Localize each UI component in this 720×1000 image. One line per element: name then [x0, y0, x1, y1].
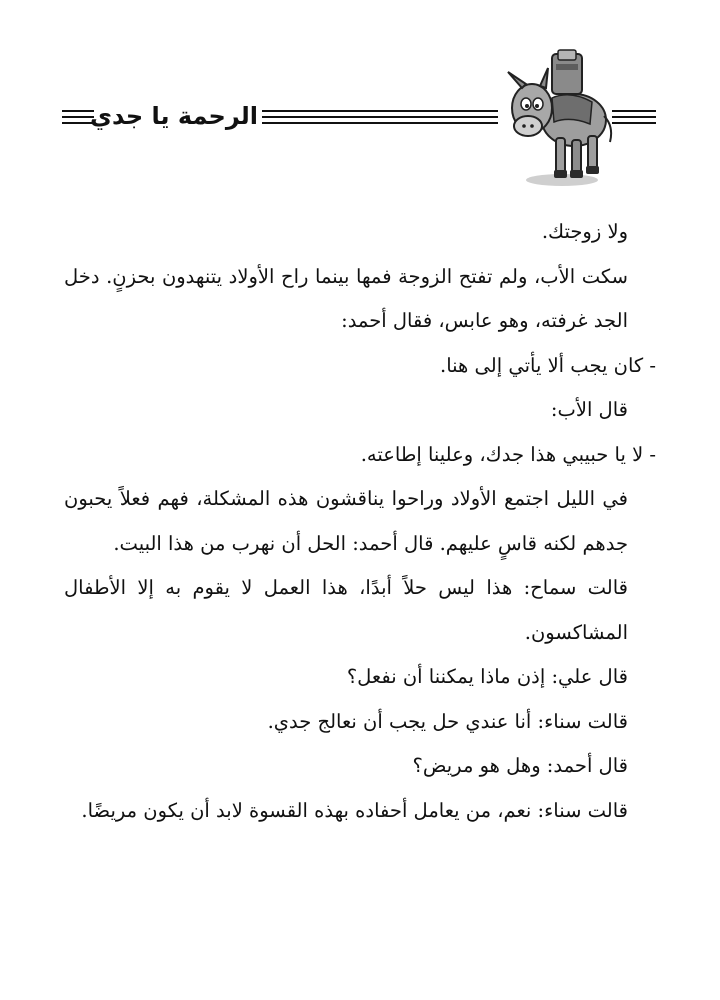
header-rule-right	[612, 110, 656, 124]
paragraph: قالت سناء: نعم، من يعامل أحفاده بهذه القسوة لابد أن يكون مريضًا.	[81, 798, 628, 822]
story-text	[64, 210, 656, 833]
paragraph: في الليل اجتمع الأولاد وراحوا يناقشون هذه المشكلة، فهم فعلاً يحبون جدهم لكنه قاسٍ عليهم. قال أحمد: الحل أن نهرب من هذا البيت.	[64, 487, 628, 555]
paragraph: - كان يجب ألا يأتي إلى هنا.	[440, 353, 656, 377]
paragraph: قال علي: إذن ماذا يمكننا أن نفعل؟	[346, 665, 628, 688]
paragraph: قالت سماح: هذا ليس حلاً أبدًا، هذا العمل لا يقوم به إلا الأطفال المشاكسون.	[64, 576, 628, 644]
header-rule-middle	[262, 110, 498, 124]
donkey-mascot-icon	[500, 46, 618, 192]
paragraph: ولا زوجتك.	[541, 220, 628, 243]
chapter-title: الرحمة يا جدي	[90, 102, 258, 130]
chapter-header	[0, 0, 720, 200]
paragraph: قال الأب:	[550, 398, 628, 421]
paragraph: سكت الأب، ولم تفتح الزوجة فمها بينما راح الأولاد يتنهدون بحزنٍ. دخل الجد غرفته، وهو عابس، فقال أحمد:	[64, 264, 628, 332]
paragraph: قالت سناء: أنا عندي حل يجب أن نعالج جدي.	[267, 709, 628, 733]
paragraph: - لا يا حبيبي هذا جدك، وعلينا إطاعته.	[360, 442, 656, 466]
paragraph: قال أحمد: وهل هو مريض؟	[412, 754, 628, 777]
